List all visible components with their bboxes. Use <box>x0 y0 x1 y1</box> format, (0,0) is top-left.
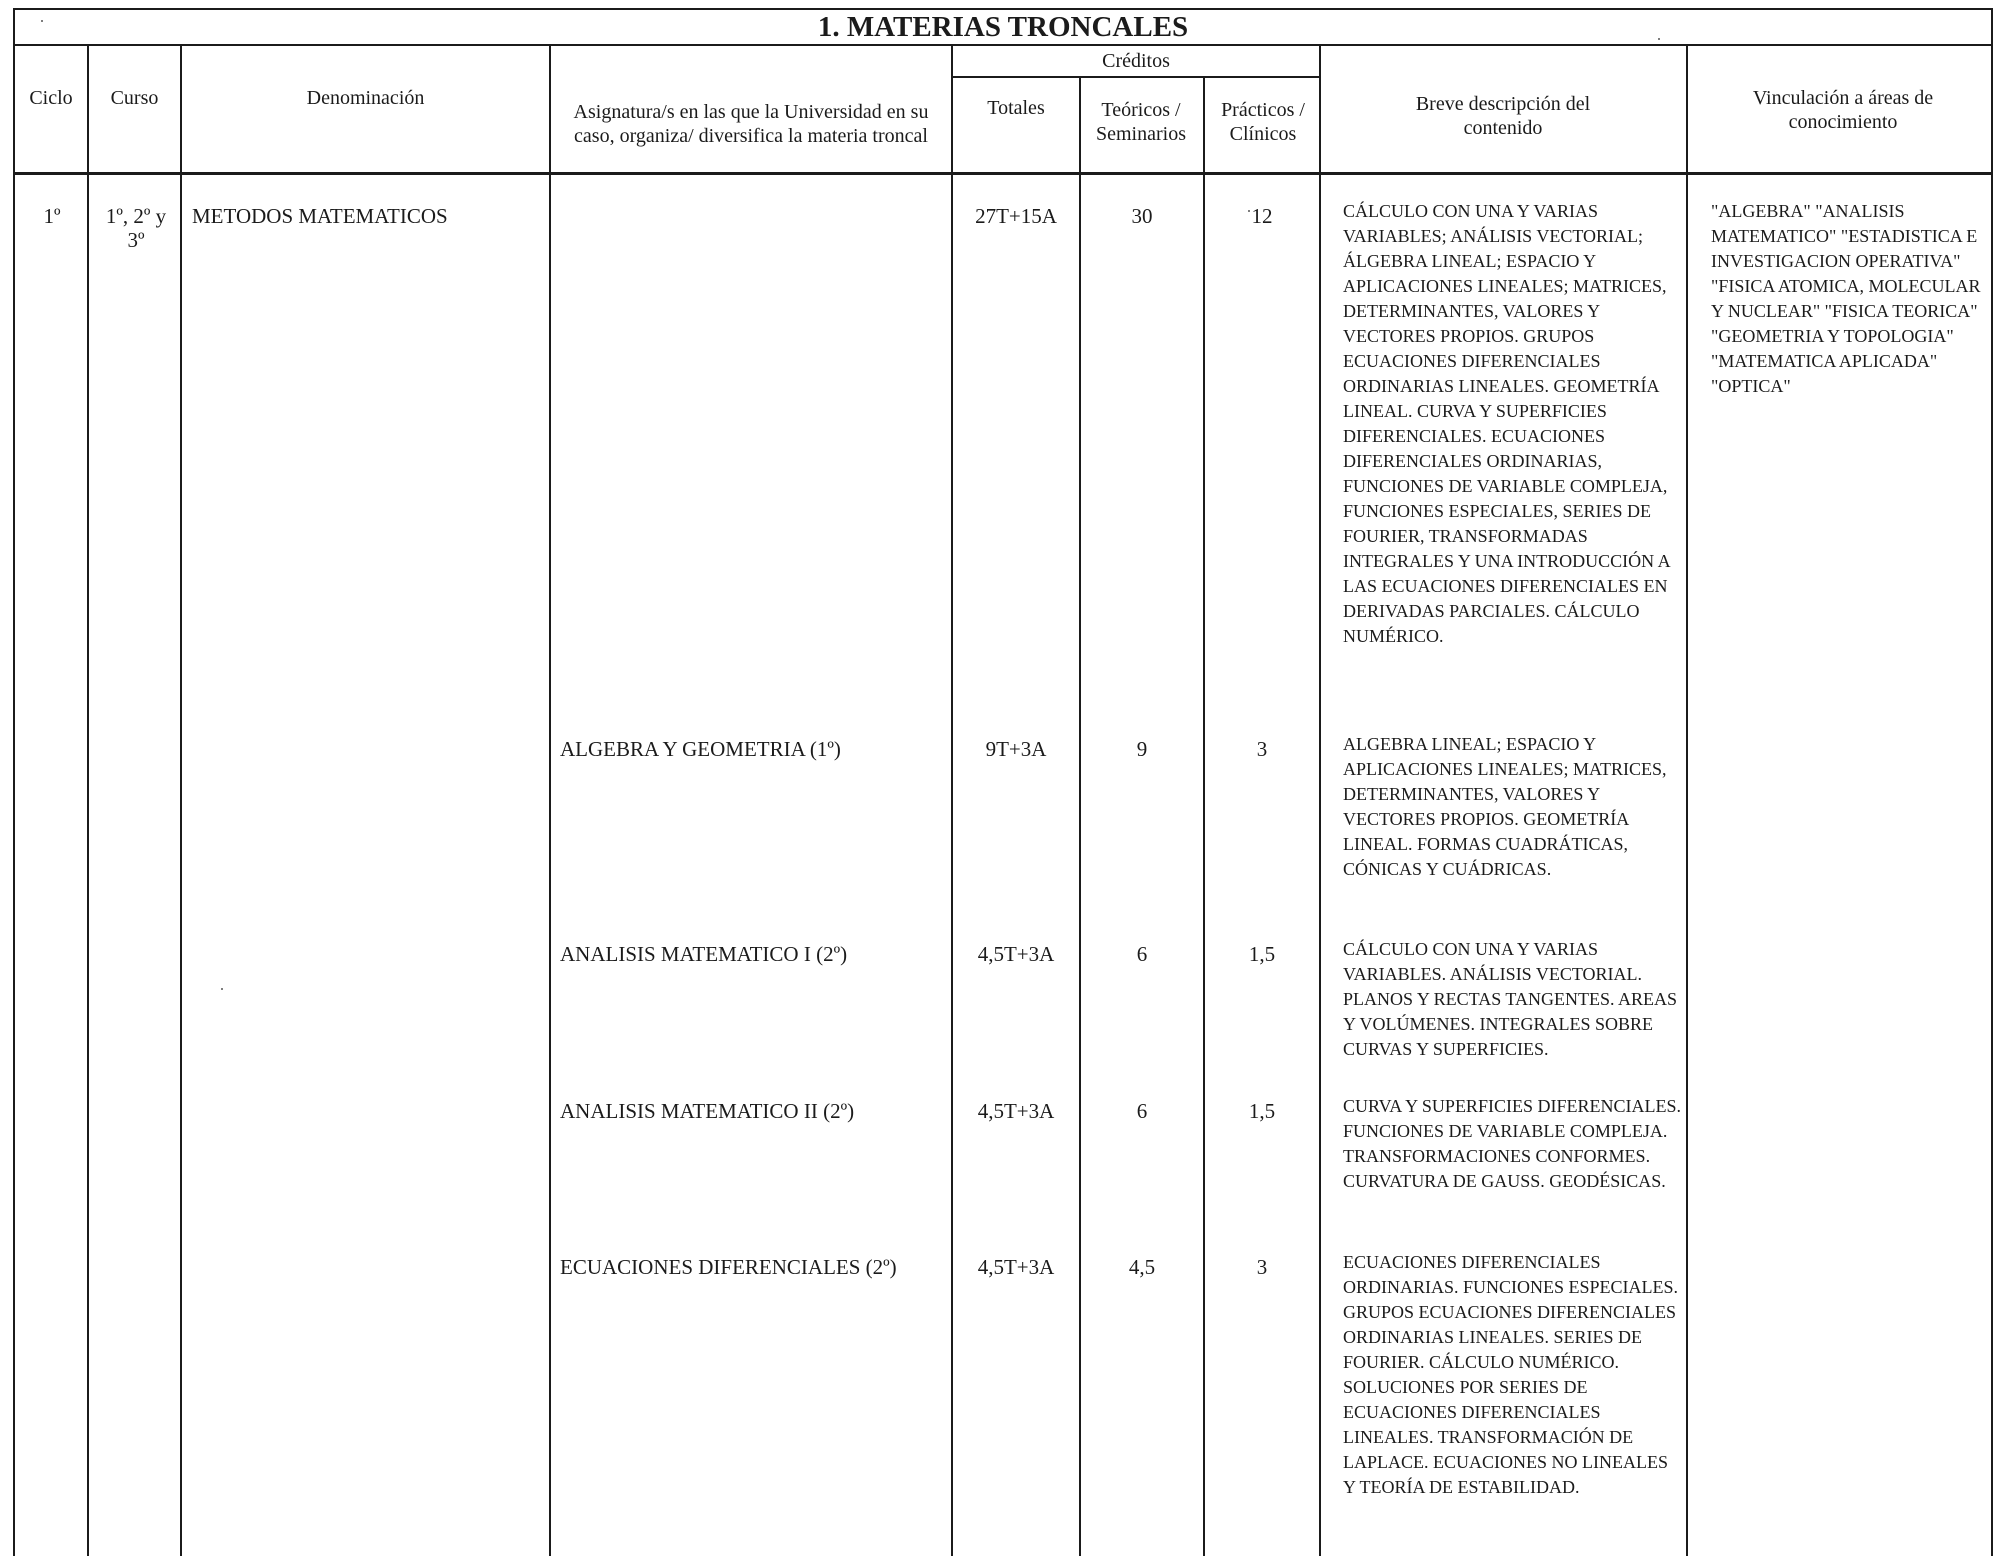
asignatura-nombre: ECUACIONES DIFERENCIALES (2º) <box>560 1255 897 1279</box>
denominacion-value: METODOS MATEMATICOS <box>192 204 448 228</box>
col-sep-8 <box>1686 44 1688 1556</box>
scan-speck <box>221 988 223 990</box>
col-sep-7 <box>1319 44 1321 1556</box>
materias-troncales-table <box>13 8 1993 1556</box>
page-title: 1. MATERIAS TRONCALES <box>817 11 1189 43</box>
header-teoricos: Teóricos / Seminarios <box>1096 99 1186 145</box>
col-sep-1 <box>87 44 89 1556</box>
materia-teoricos: 30 <box>1131 204 1153 228</box>
asignatura-descripcion: CURVA Y SUPERFICIES DIFERENCIALES. FUNCIONES DE VARIABLE COMPLEJA. TRANSFORMACIONES CONFORMES. CURVATURA DE GAUSS. GEODÉSICAS. <box>1343 1096 1681 1191</box>
materia-practicos: 12 <box>1251 204 1273 228</box>
header-ciclo: Ciclo <box>29 87 73 109</box>
asignatura-totales: 4,5T+3A <box>977 942 1055 966</box>
scan-speck <box>1658 38 1660 40</box>
asignatura-nombre: ANALISIS MATEMATICO I (2º) <box>560 942 848 966</box>
materia-descripcion: CÁLCULO CON UNA Y VARIAS VARIABLES; ANÁLISIS VECTORIAL; ÁLGEBRA LINEAL; ESPACIO Y APLICACIONES LINEALES; MATRICES, DETERMINANTES, VALORES Y VECTORES PROPIOS. GRUPOS ECUACIONES DIFERENCIALES ORDINARIAS LINEALES. GEOMETRÍA LINEAL. CURVA Y SUPERFICIES DIFERENCIALES. ECUACIONES DIFERENCIALES ORDINARIAS, FUNCIONES DE VARIABLE COMPLEJA, FUNCIONES ESPECIALES, SERIES DE FOURIER, TRANSFORMADAS INTEGRALES Y UNA INTRODUCCIÓN A LAS ECUACIONES DIFERENCIALES EN DERIVADAS PARCIALES. CÁLCULO NUMÉRICO. <box>1343 201 1670 646</box>
asignatura-totales: 4,5T+3A <box>977 1255 1055 1279</box>
header-asignatura: Asignatura/s en las que la Universidad en su caso, organiza/ diversifica la materia troncal <box>573 101 929 147</box>
header-vinculacion: Vinculación a áreas de conocimiento <box>1752 87 1934 133</box>
asignatura-nombre: ALGEBRA Y GEOMETRIA (1º) <box>560 737 841 761</box>
curso-value: 1º, 2º y 3º <box>105 204 167 252</box>
asignatura-descripcion: CÁLCULO CON UNA Y VARIAS VARIABLES. ANÁLISIS VECTORIAL. PLANOS Y RECTAS TANGENTES. AREAS Y VOLÚMENES. INTEGRALES SOBRE CURVAS Y SUPERFICIES. <box>1343 939 1677 1059</box>
creditos-rule <box>951 76 1319 78</box>
asignatura-descripcion: ECUACIONES DIFERENCIALES ORDINARIAS. FUNCIONES ESPECIALES. GRUPOS ECUACIONES DIFERENCIALES ORDINARIAS LINEALES. SERIES DE FOURIER. CÁLCULO NUMÉRICO. SOLUCIONES POR SERIES DE ECUACIONES DIFERENCIALES LINEALES. TRANSFORMACIÓN DE LAPLACE. ECUACIONES NO LINEALES Y TEORÍA DE ESTABILIDAD. <box>1343 1252 1679 1497</box>
header-practicos: Prácticos / Clínicos <box>1221 99 1305 145</box>
scan-speck <box>1248 210 1250 212</box>
asignatura-teoricos: 4,5 <box>1128 1255 1156 1279</box>
col-sep-2 <box>180 44 182 1556</box>
asignatura-practicos: 3 <box>1256 737 1268 761</box>
materia-totales: 27T+15A <box>975 204 1057 228</box>
header-curso: Curso <box>110 87 159 109</box>
frame-right <box>1991 8 1993 1556</box>
col-sep-6 <box>1203 76 1205 1556</box>
asignatura-teoricos: 6 <box>1136 942 1148 966</box>
asignatura-practicos: 1,5 <box>1248 1099 1276 1123</box>
ciclo-value: 1º <box>43 204 61 228</box>
asignatura-descripcion: ALGEBRA LINEAL; ESPACIO Y APLICACIONES LINEALES; MATRICES, DETERMINANTES, VALORES Y VECTORES PROPIOS. GEOMETRÍA LINEAL. FORMAS CUADRÁTICAS, CÓNICAS Y CUÁDRICAS. <box>1343 734 1667 879</box>
asignatura-practicos: 1,5 <box>1248 942 1276 966</box>
header-descripcion: Breve descripción del contenido <box>1415 93 1591 139</box>
asignatura-teoricos: 6 <box>1136 1099 1148 1123</box>
col-sep-0 <box>13 44 15 1556</box>
header-totales: Totales <box>987 97 1045 119</box>
asignatura-practicos: 3 <box>1256 1255 1268 1279</box>
header-creditos: Créditos <box>1102 50 1170 72</box>
vinculacion-areas: "ALGEBRA" "ANALISIS MATEMATICO" "ESTADISTICA E INVESTIGACION OPERATIVA" "FISICA ATOMICA, MOLECULAR Y NUCLEAR" "FISICA TEORICA" "GEOMETRIA Y TOPOLOGIA" "MATEMATICA APLICADA" "OPTICA" <box>1711 201 1981 396</box>
asignatura-totales: 9T+3A <box>985 737 1047 761</box>
col-sep-5 <box>1079 76 1081 1556</box>
asignatura-nombre: ANALISIS MATEMATICO II (2º) <box>560 1099 855 1123</box>
col-sep-4 <box>951 44 953 1556</box>
asignatura-teoricos: 9 <box>1136 737 1148 761</box>
col-sep-3 <box>549 44 551 1556</box>
header-denominacion: Denominación <box>306 87 425 109</box>
asignatura-totales: 4,5T+3A <box>977 1099 1055 1123</box>
scan-speck <box>41 20 43 22</box>
header-rule <box>13 172 1993 175</box>
